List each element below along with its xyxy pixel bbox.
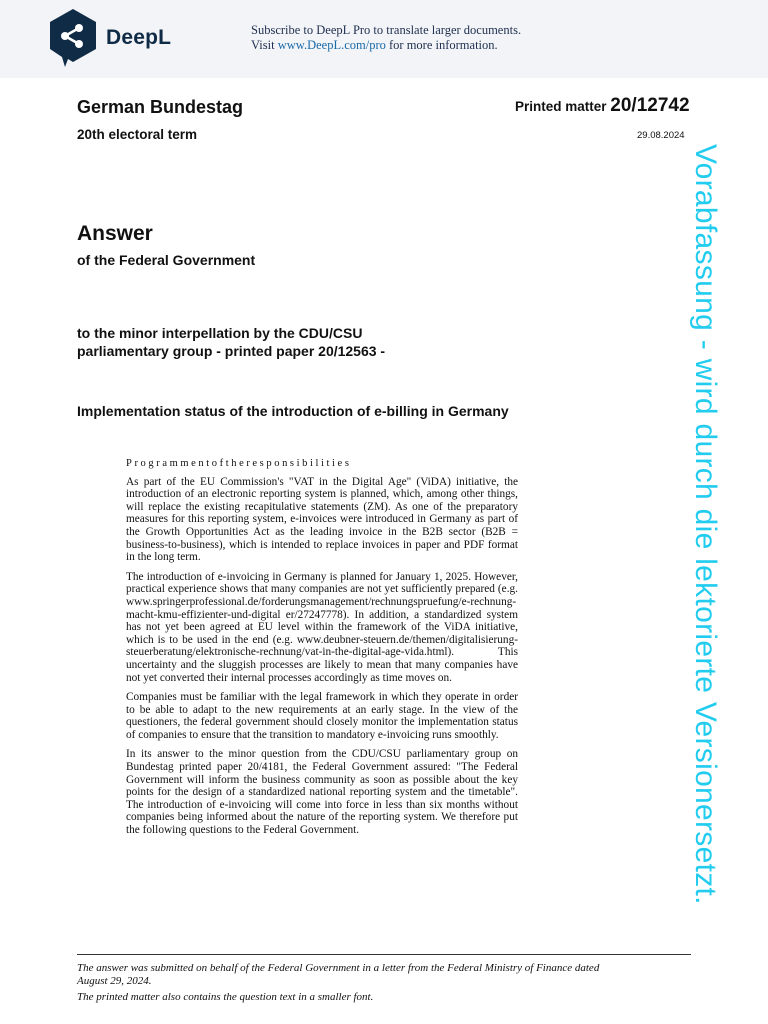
deepl-logo-icon — [48, 9, 98, 67]
electoral-term: 20th electoral term — [77, 127, 198, 142]
preliminary-remarks — [126, 458, 518, 844]
document-subject: Implementation status of the introduction of e-billing in Germany — [77, 403, 509, 419]
footnote-font-note: The printed matter also contains the question text in a smaller font. — [77, 991, 374, 1003]
promo-line-2 — [251, 38, 521, 53]
deepl-wordmark: DeepL — [106, 26, 172, 49]
paragraph-2: The introduction of e-invoicing in Germany is planned for January 1, 2025. However, practical experience shows that many companies are not yet sufficiently prepared (e.g. www.springerprofessional.de/forderungsmanagement/rechnungspruefung/e-rechnung-macht-kmu-effizienter-und-digital er/27247778). In addition, a standardized system has not yet been agreed at EU level within the framework of the ViDA initiative, which is to be used in the end (e.g. www.deubner-steuern.de/themen/digitalisierung-steuerberatung/elektronische-rechnung/vat-in-the-digital-age-vida.html). This uncertainty and the sluggish processes are likely to mean that many companies have not yet converted their internal processes accordingly as time moves on. — [126, 570, 518, 684]
promo-line-1: Subscribe to DeepL Pro to translate larger documents. — [251, 23, 522, 37]
promo-prefix: Visit — [251, 38, 278, 52]
document-subtitle: of the Federal Government — [77, 252, 256, 268]
section-heading: Programmentoftheresponsibilities — [126, 458, 352, 469]
draft-watermark: Vorabfassung - wird durch die lektorierte Versionersetzt. — [689, 144, 722, 905]
paragraph-4: In its answer to the minor question from the CDU/CSU parliamentary group on Bundestag printed paper 20/4181, the Federal Government assured: "The Federal Government will inform the business community as soon as possible about the key points for the design of a standardized national reporting system and the timetable". The introduction of e-invoicing will come into force in less than six months without companies being informed about the nature of the reporting system. We therefore put the following questions to the Federal Government. — [126, 748, 518, 837]
document-type: Answer — [77, 222, 153, 245]
paragraph-1: As part of the EU Commission's "VAT in the Digital Age" (ViDA) initiative, the introduction of an electronic reporting system is planned, which, among other things, will replace the existing recapitulative statements (ZM). As one of the preparatory measures for this reporting system, e-invoices were introduced in Germany as part of the Growth Opportunities Act as the leading invoice in the B2B sector (B2B = business-to-business), which is intended to replace invoices in paper and PDF format in the long term. — [126, 475, 518, 564]
institution-title: German Bundestag — [77, 97, 244, 117]
printed-matter-label: Printed matter — [515, 99, 611, 114]
footnote-divider — [77, 954, 691, 955]
recipient-line-2: parliamentary group - printed paper 20/12563 - — [77, 343, 386, 359]
document-date: 29.08.2024 — [637, 130, 685, 141]
footnote-submission: The answer was submitted on behalf of the Federal Government in a letter from the Federal Ministry of Finance dated August 29, 2024. — [77, 962, 600, 987]
paragraph-3: Companies must be familiar with the legal framework in which they operate in order to be able to adapt to the new requirements at an early stage. In the view of the questioners, the federal government should closely monitor the implementation status of companies to ensure that the transition to mandatory e-invoicing runs smoothly. — [126, 691, 518, 741]
promo-suffix: for more information. — [385, 38, 498, 52]
deepl-banner — [0, 0, 768, 78]
promo-text — [251, 23, 521, 53]
recipient-line-1: to the minor interpellation by the CDU/CSU — [77, 325, 363, 341]
printed-matter-number: 20/12742 — [610, 95, 690, 116]
promo-link[interactable]: www.DeepL.com/pro — [277, 38, 386, 52]
recipient-line — [77, 324, 385, 360]
printed-matter — [515, 95, 690, 117]
